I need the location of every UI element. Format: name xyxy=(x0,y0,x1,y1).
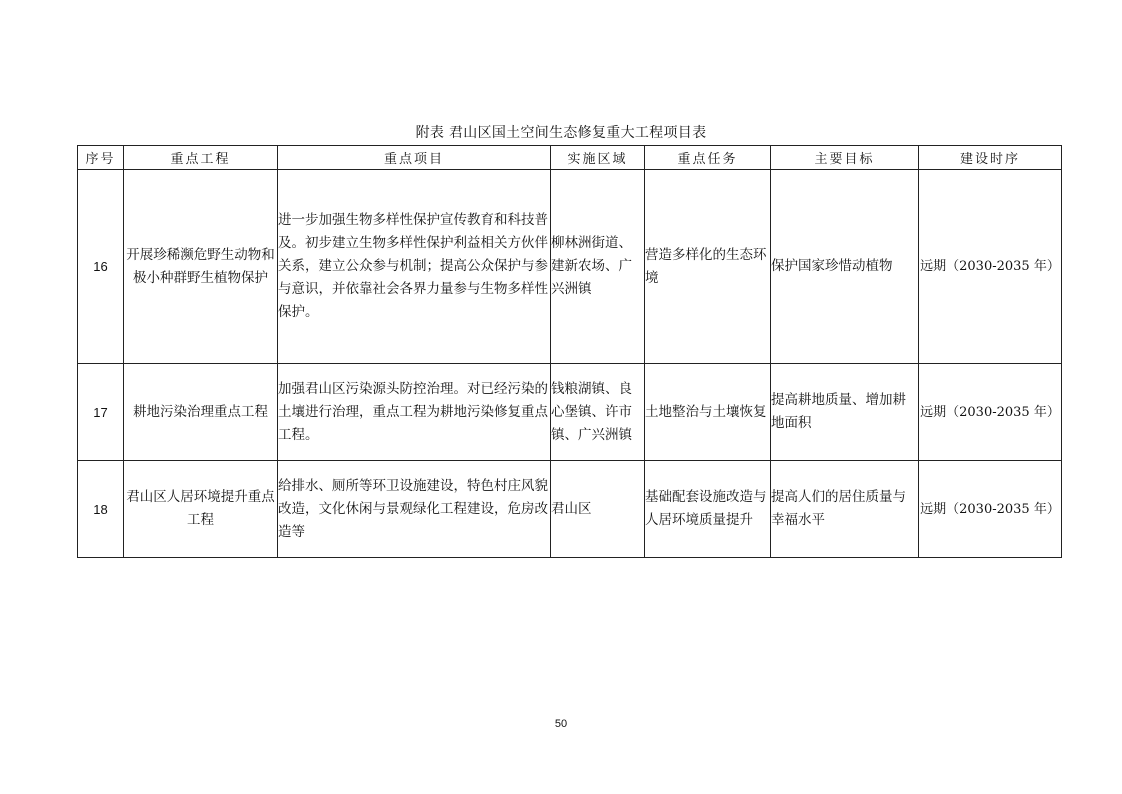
cell-goal: 保护国家珍惜动植物 xyxy=(771,170,919,364)
header-item: 重点项目 xyxy=(278,146,551,170)
cell-project: 开展珍稀濒危野生动物和极小种群野生植物保护 xyxy=(124,170,278,364)
cell-goal: 提高人们的居住质量与幸福水平 xyxy=(771,461,919,558)
cell-item: 加强君山区污染源头防控治理。对已经污染的土壤进行治理，重点工程为耕地污染修复重点工程。 xyxy=(278,364,551,461)
table-row xyxy=(78,461,1062,558)
cell-area: 钱粮湖镇、良心堡镇、许市镇、广兴洲镇 xyxy=(551,364,645,461)
header-area: 实施区域 xyxy=(551,146,645,170)
cell-no: 18 xyxy=(78,461,124,558)
table-row xyxy=(78,170,1062,364)
cell-time: 远期（2030-2035 年） xyxy=(919,170,1062,364)
cell-item: 给排水、厕所等环卫设施建设，特色村庄风貌改造，文化休闲与景观绿化工程建设，危房改造等 xyxy=(278,461,551,558)
header-time: 建设时序 xyxy=(919,146,1062,170)
cell-task: 基础配套设施改造与人居环境质量提升 xyxy=(645,461,771,558)
header-project: 重点工程 xyxy=(124,146,278,170)
table-caption: 附表 君山区国土空间生态修复重大工程项目表 xyxy=(415,125,707,141)
header-row xyxy=(78,146,1062,170)
cell-time: 远期（2030-2035 年） xyxy=(919,364,1062,461)
cell-task: 土地整治与土壤恢复 xyxy=(645,364,771,461)
header-task: 重点任务 xyxy=(645,146,771,170)
cell-goal: 提高耕地质量、增加耕地面积 xyxy=(771,364,919,461)
cell-project: 耕地污染治理重点工程 xyxy=(124,364,278,461)
cell-time: 远期（2030-2035 年） xyxy=(919,461,1062,558)
cell-project: 君山区人居环境提升重点工程 xyxy=(124,461,278,558)
header-goal: 主要目标 xyxy=(771,146,919,170)
cell-task: 营造多样化的生态环境 xyxy=(645,170,771,364)
cell-no: 16 xyxy=(78,170,124,364)
cell-area: 柳林洲街道、建新农场、广兴洲镇 xyxy=(551,170,645,364)
project-table xyxy=(77,145,1062,558)
table-row xyxy=(78,364,1062,461)
page-number: 50 xyxy=(554,718,568,730)
cell-item: 进一步加强生物多样性保护宣传教育和科技普及。初步建立生物多样性保护利益相关方伙伴关系，建立公众参与机制；提高公众保护与参与意识，并依靠社会各界力量参与生物多样性保护。 xyxy=(278,170,551,364)
header-no: 序号 xyxy=(78,146,124,170)
cell-no: 17 xyxy=(78,364,124,461)
cell-area: 君山区 xyxy=(551,461,645,558)
